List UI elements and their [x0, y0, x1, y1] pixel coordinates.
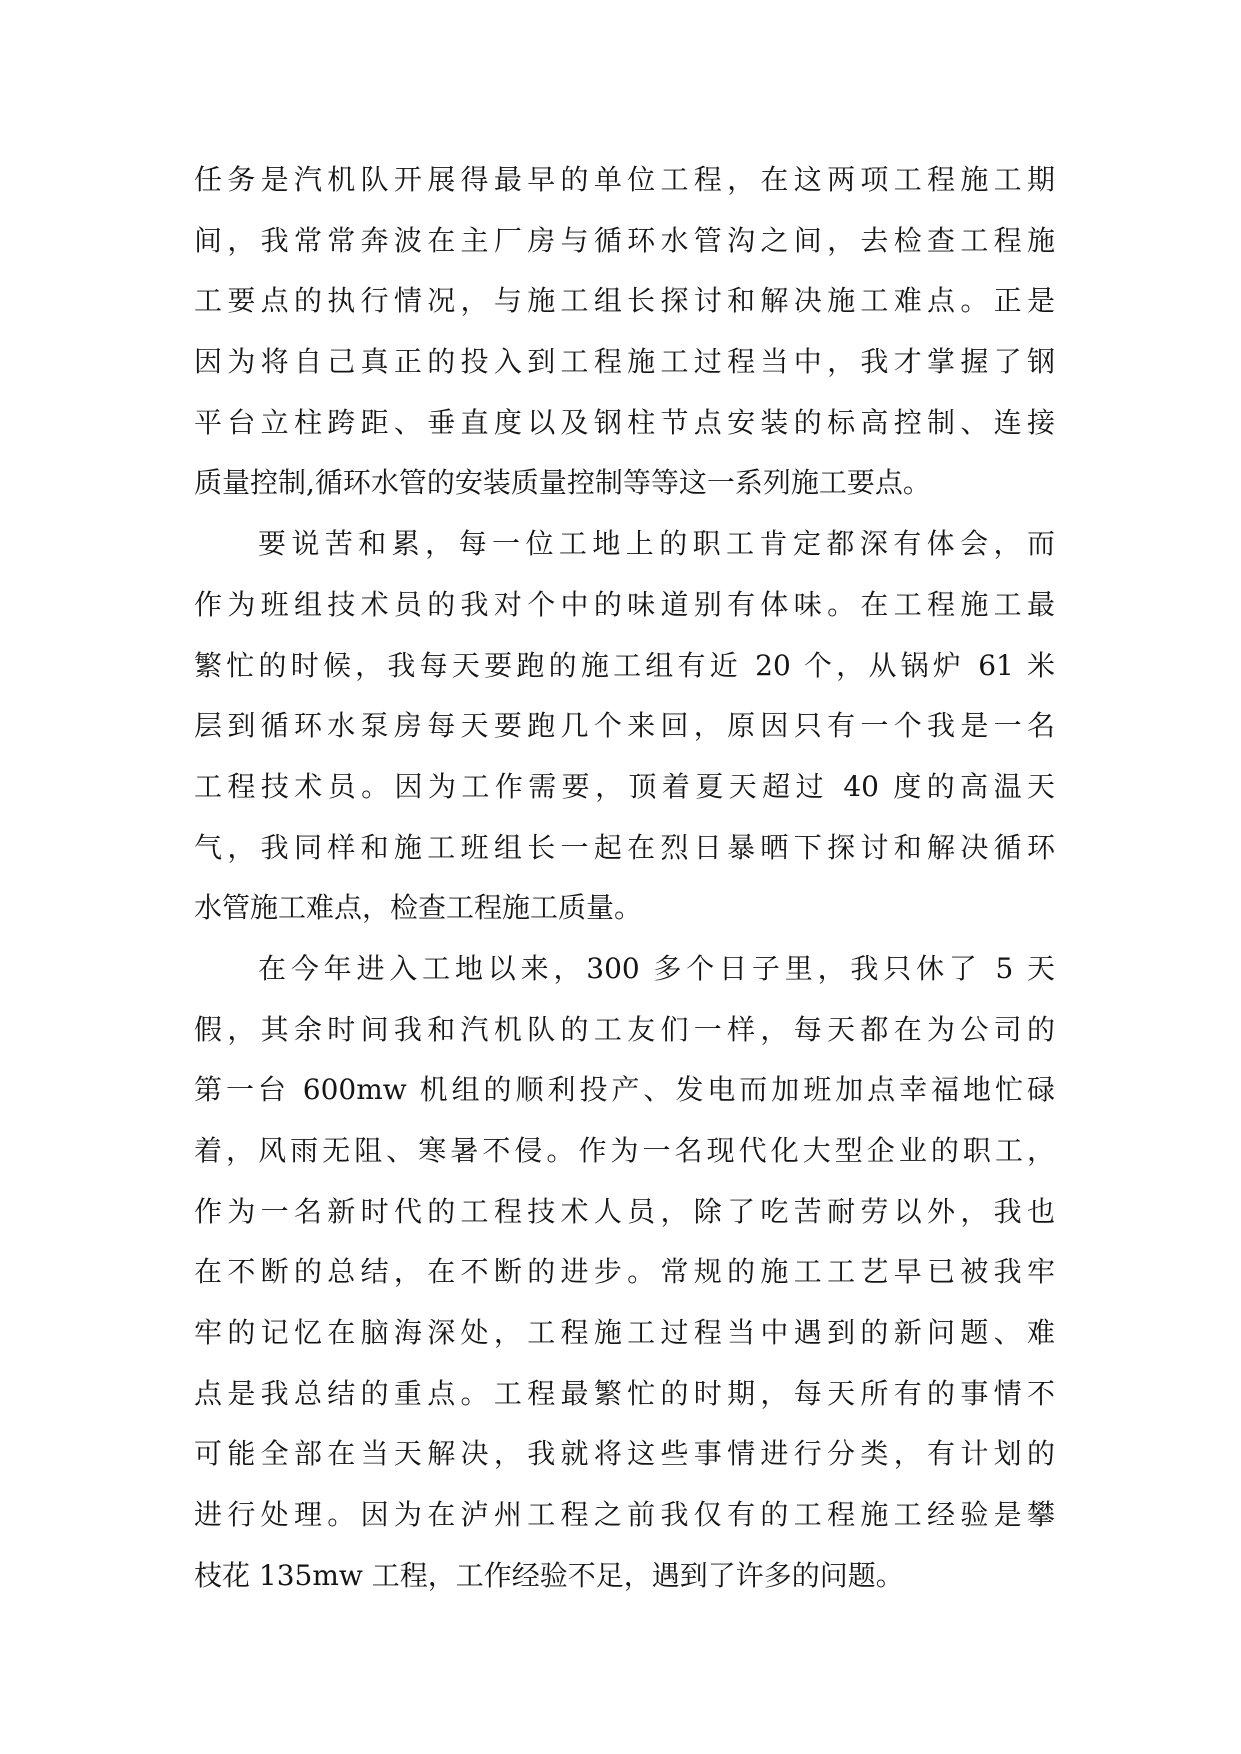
text-line: 层到循环水泵房每天要跑几个来回，原因只有一个我是一名 [194, 709, 1055, 743]
text-line: 间，我常常奔波在主厂房与循环水管沟之间，去检查工程施 [194, 223, 1055, 257]
text-line: 在今年进入工地以来，300 多个日子里，我只休了 5 天 [258, 951, 1055, 985]
text-line: 因为将自己真正的投入到工程施工过程当中，我才掌握了钢 [194, 345, 1055, 379]
text-line: 工程技术员。因为工作需要，顶着夏天超过 40 度的高温天 [194, 769, 1055, 803]
paragraph-2 [194, 514, 1055, 939]
text-line: 着，风雨无阻、寒暑不侵。作为一名现代化大型企业的职工， [194, 1134, 1055, 1167]
document-body [194, 150, 1055, 1607]
paragraph-1 [194, 150, 1055, 514]
text-line: 水管施工难点，检查工程施工质量。 [194, 891, 643, 925]
text-line: 平台立柱跨距、垂直度以及钢柱节点安装的标高控制、连接 [194, 405, 1055, 439]
text-line: 繁忙的时候，我每天要跑的施工组有近 20 个，从锅炉 61 米 [194, 648, 1055, 682]
text-line: 气，我同样和施工班组长一起在烈日暴晒下探讨和解决循环 [194, 830, 1055, 864]
text-line: 质量控制,循环水管的安装质量控制等等这一系列施工要点。 [194, 466, 931, 500]
text-line: 枝花 135mw 工程，工作经验不足，遇到了许多的问题。 [194, 1558, 904, 1592]
text-line: 在不断的总结，在不断的进步。常规的施工工艺早已被我牢 [194, 1255, 1055, 1289]
text-line: 任务是汽机队开展得最早的单位工程，在这两项工程施工期 [194, 163, 1055, 196]
text-line: 作为一名新时代的工程技术人员，除了吃苦耐劳以外，我也 [194, 1194, 1055, 1228]
text-line: 牢的记忆在脑海深处，工程施工过程当中遇到的新问题、难 [194, 1316, 1055, 1350]
text-line: 要说苦和累，每一位工地上的职工肯定都深有体会，而 [258, 527, 1055, 561]
text-line: 假，其余时间我和汽机队的工友们一样，每天都在为公司的 [194, 1012, 1055, 1046]
text-line: 点是我总结的重点。工程最繁忙的时期，每天所有的事情不 [194, 1376, 1055, 1410]
paragraph-3 [194, 939, 1055, 1607]
text-line: 第一台 600mw 机组的顺利投产、发电而加班加点幸福地忙碌 [194, 1073, 1055, 1107]
text-line: 可能全部在当天解决，我就将这些事情进行分类，有计划的 [194, 1437, 1055, 1471]
text-line: 进行处理。因为在泸州工程之前我仅有的工程施工经验是攀 [194, 1498, 1055, 1532]
text-line: 作为班组技术员的我对个中的味道别有体味。在工程施工最 [194, 587, 1055, 621]
text-line: 工要点的执行情况，与施工组长探讨和解决施工难点。正是 [194, 284, 1055, 318]
